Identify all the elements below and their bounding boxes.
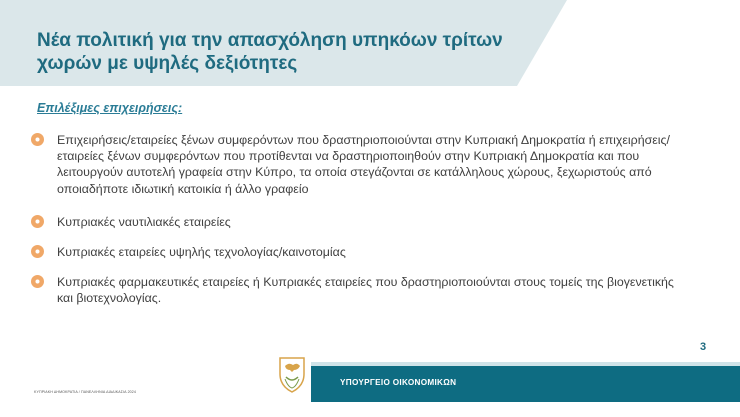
list-item-text: Κυπριακές φαρμακευτικές εταιρείες ή Κυπριακές εταιρείες που δραστηριοποιούνται στους τομείς της βιογενετικής και βιοτεχνολογίας. xyxy=(57,275,674,306)
list-item-text: Κυπριακές εταιρείες υψηλής τεχνολογίας/καινοτομίας xyxy=(57,245,346,260)
bullet-circle-icon xyxy=(31,133,44,146)
ministry-bar xyxy=(311,366,740,402)
page-number: 3 xyxy=(700,341,707,353)
ministry-label: ΥΠΟΥΡΓΕΙΟ ΟΙΚΟΝΟΜΙΚΩΝ xyxy=(340,378,457,387)
slide-title: Νέα πολιτική για την απασχόληση υπηκόων τρίτων χωρών με υψηλές δεξιότητες xyxy=(37,30,503,74)
cyprus-emblem-icon xyxy=(276,352,308,394)
list-item xyxy=(30,274,680,306)
footer-text: ΚΥΠΡΙΑΚΗ ΔΗΜΟΚΡΑΤΙΑ / ΠΑΝΕΛΛΗΝΙΑ ΔΙΑΔΙΚΑΣΙΑ 2024 xyxy=(34,390,136,394)
bullet-circle-icon xyxy=(31,215,44,228)
bullet-circle-icon xyxy=(31,275,44,288)
title-band-notch xyxy=(517,0,567,86)
bullet-circle-icon xyxy=(31,245,44,258)
list-item xyxy=(30,214,680,230)
bullet-list xyxy=(30,132,680,307)
list-item xyxy=(30,132,680,197)
list-item-text: Επιχειρήσεις/εταιρείες ξένων συμφερόντων που δραστηριοποιούνται στην Κυπριακή Δημοκρατία ή επιχειρήσεις/εταιρείες ξένων συμφερόντων που προτίθενται να δραστηριοποιηθούν στην Κυπριακή Δημοκρατία και που λειτουργούν αυτοτελή γραφεία στην Κύπρο, τα οποία στεγάζονται σε κατάλληλους χώρους, ξεχωριστούς από οποιαδήποτε ιδιωτική κατοικία ή άλλο γραφείο xyxy=(57,133,670,196)
list-item-text: Κυπριακές ναυτιλιακές εταιρείες xyxy=(57,214,231,229)
list-item xyxy=(30,244,680,260)
slide-subtitle: Επιλέξιμες επιχειρήσεις: xyxy=(37,101,183,115)
